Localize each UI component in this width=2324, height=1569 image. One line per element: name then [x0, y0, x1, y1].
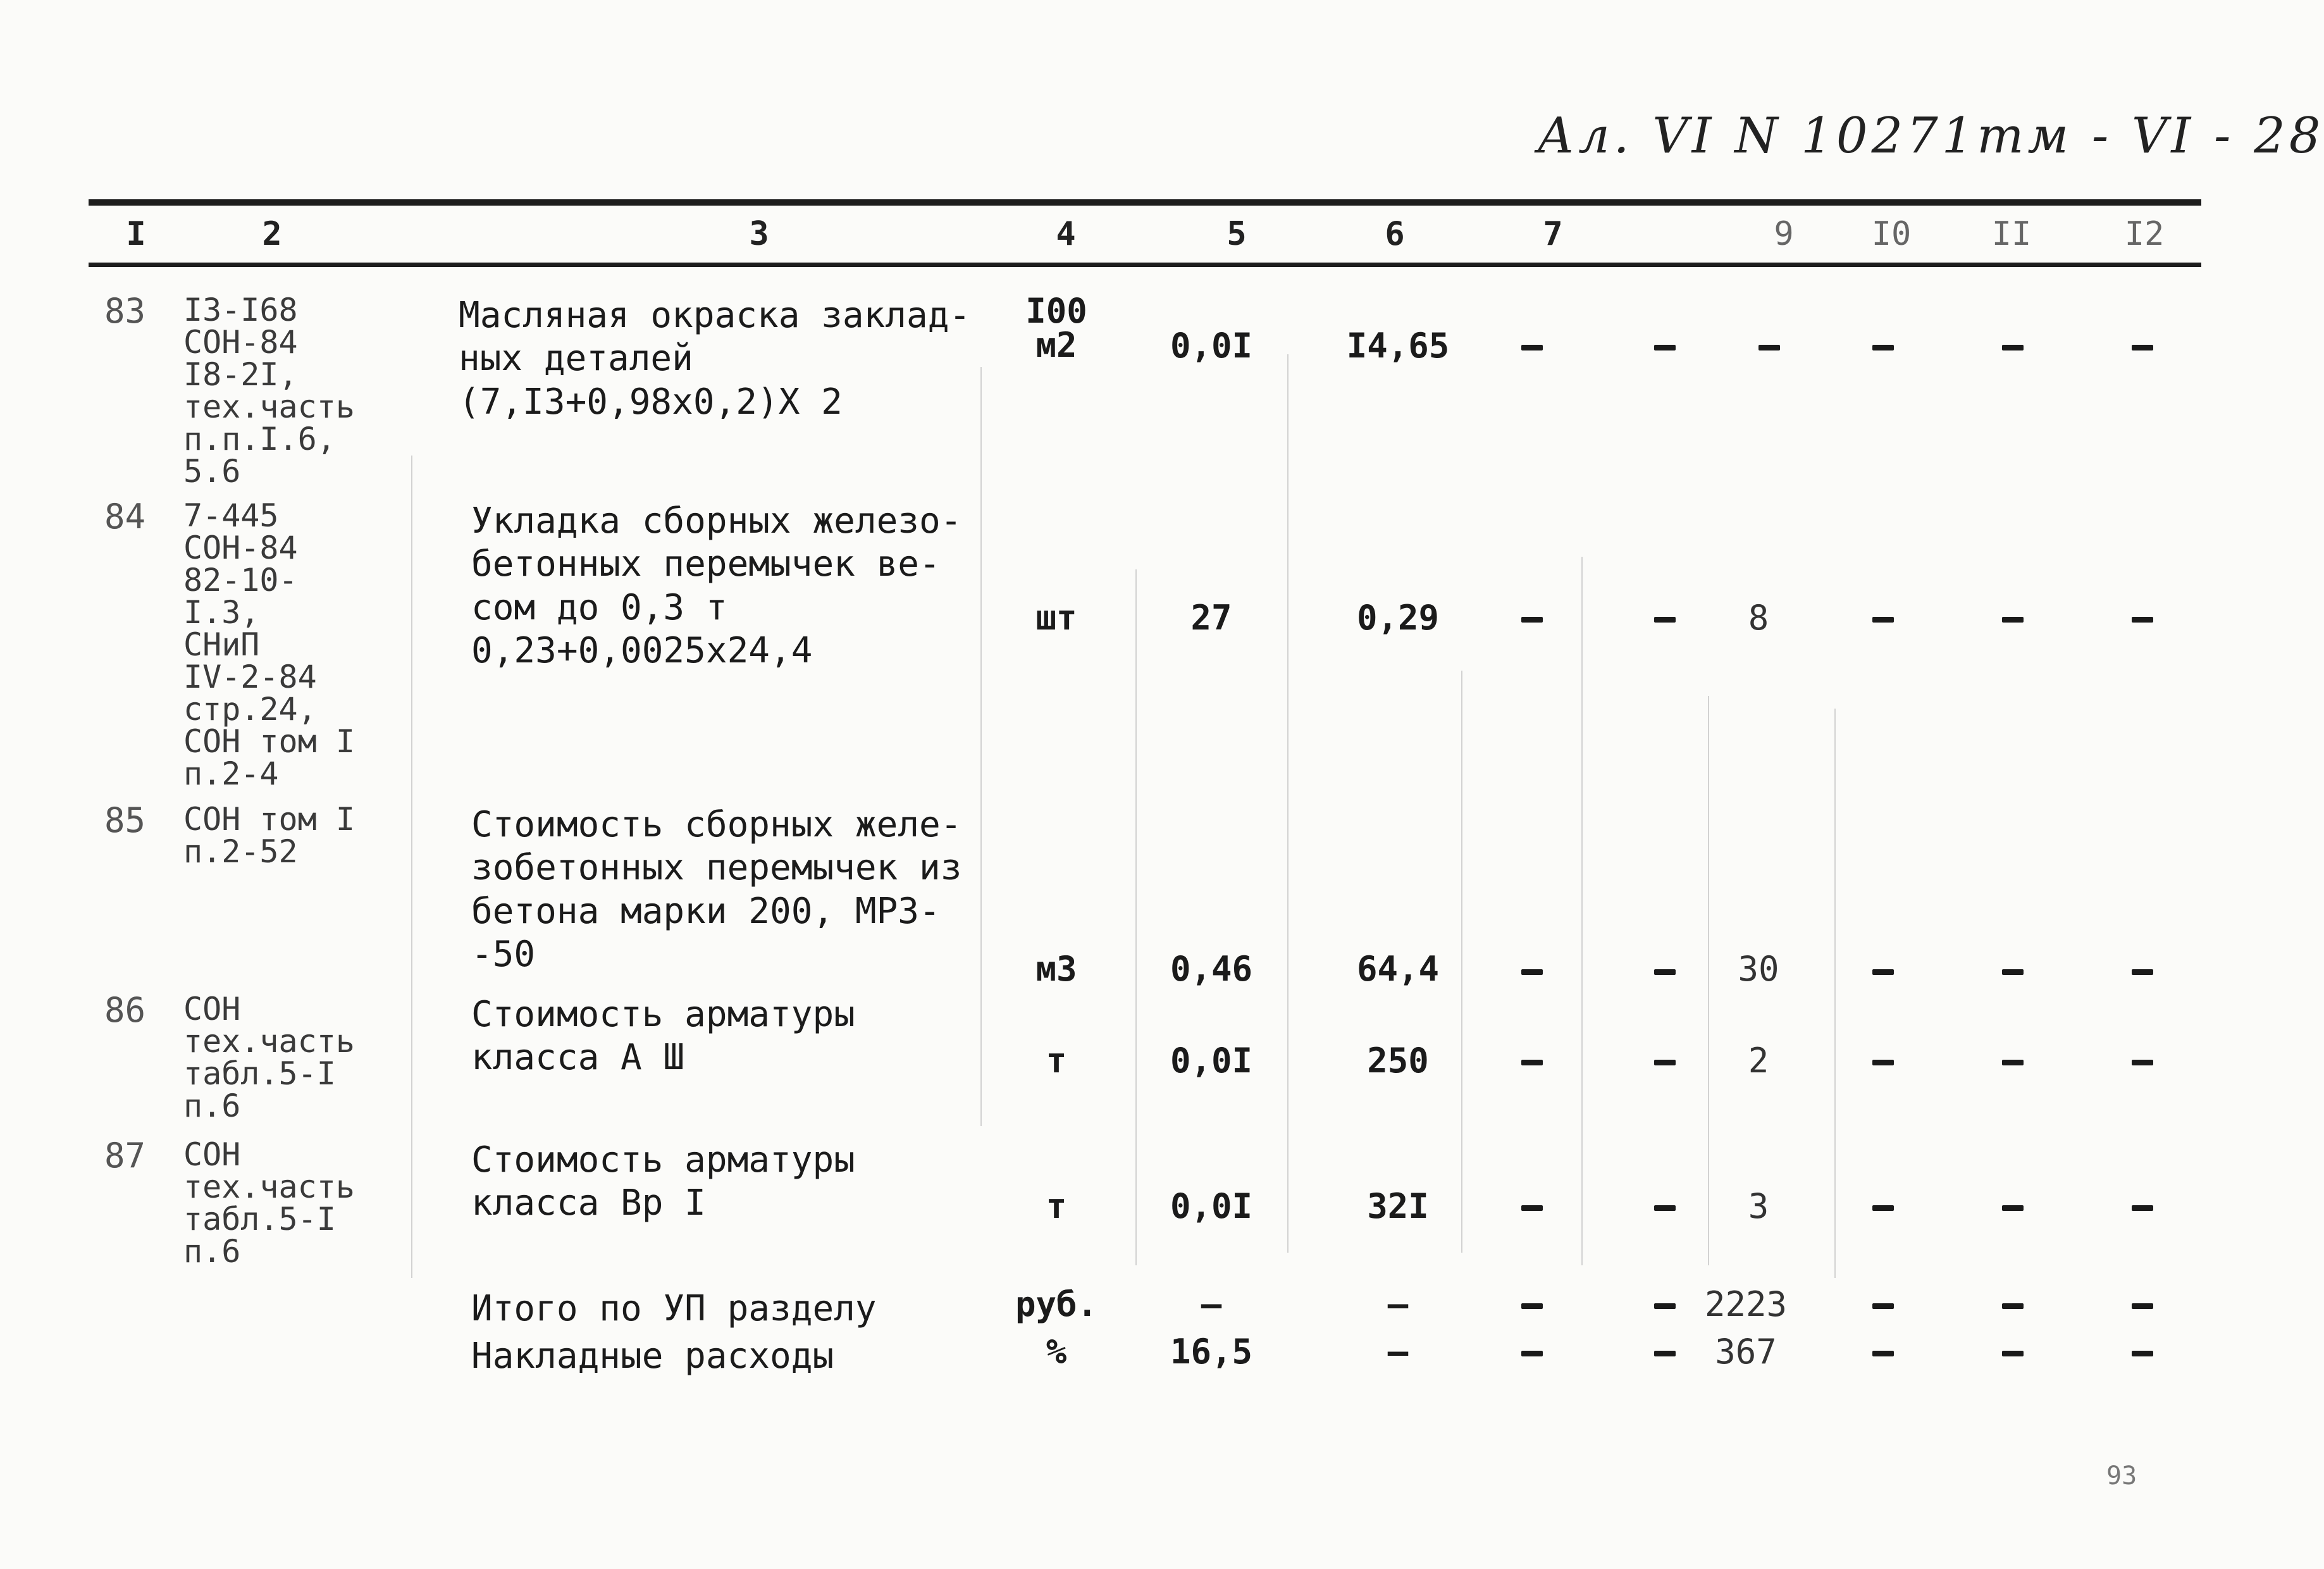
table-top-rule — [89, 199, 2201, 206]
column-header-12: I2 — [2124, 215, 2165, 253]
empty-dash — [1654, 1303, 1676, 1309]
empty-dash — [2132, 1060, 2153, 1065]
quantity-value: 0,46 — [1170, 949, 1253, 989]
empty-dash — [1872, 345, 1894, 350]
empty-dash — [1654, 1060, 1676, 1065]
empty-dash — [2132, 969, 2153, 975]
empty-dash — [1521, 969, 1543, 975]
empty-dash — [1521, 1351, 1543, 1356]
unit-of-measure: % — [1046, 1332, 1067, 1372]
norm-reference: СОН том I п.2-52 — [183, 801, 355, 870]
empty-dash — [1872, 617, 1894, 623]
unit-of-measure: руб. — [1015, 1284, 1098, 1324]
row-number: 86 — [104, 990, 146, 1030]
quantity-value: – — [1201, 1284, 1222, 1324]
page-number: 93 — [2106, 1461, 2137, 1491]
empty-dash — [1521, 345, 1543, 350]
work-description: Укладка сборных железо- бетонных перемычек ве- сом до 0,3 т 0,23+0,0025x24,4 — [471, 500, 962, 671]
empty-dash — [1654, 617, 1676, 623]
unit-of-measure: шт — [1035, 598, 1077, 638]
column-separator — [1287, 354, 1289, 1253]
empty-dash — [1521, 1205, 1543, 1211]
column-header-4: 4 — [1056, 215, 1076, 253]
total-value: 30 — [1738, 949, 1779, 989]
empty-dash — [1872, 969, 1894, 975]
work-description: Масляная окраска заклад- ных деталей (7,I3+0,98x0,2)X 2 — [459, 295, 971, 423]
row-number: 83 — [104, 291, 146, 331]
empty-dash — [1872, 1205, 1894, 1211]
empty-dash — [2002, 1351, 2024, 1356]
empty-dash — [1654, 345, 1676, 350]
empty-dash — [1872, 1303, 1894, 1309]
empty-dash — [1521, 617, 1543, 623]
empty-dash — [2002, 1205, 2024, 1211]
summary-label: Накладные расходы — [471, 1336, 834, 1377]
empty-dash — [1521, 1060, 1543, 1065]
empty-dash — [2132, 1351, 2153, 1356]
total-value: 2223 — [1704, 1284, 1788, 1324]
empty-dash — [1654, 1351, 1676, 1356]
column-header-11: II — [1991, 215, 2032, 253]
column-header-5: 5 — [1227, 215, 1247, 253]
empty-dash — [1758, 345, 1780, 350]
empty-dash — [1872, 1351, 1894, 1356]
column-header-1: I — [126, 215, 146, 253]
empty-dash — [2002, 617, 2024, 623]
column-separator — [1581, 557, 1583, 1265]
unit-price-value: I4,65 — [1346, 326, 1450, 366]
unit-price-value: 250 — [1367, 1041, 1429, 1081]
total-value: 3 — [1748, 1186, 1769, 1226]
norm-reference: СОН тех.часть табл.5-I п.6 — [183, 1136, 355, 1270]
quantity-value: 0,0I — [1170, 1041, 1253, 1081]
total-value: 367 — [1715, 1332, 1777, 1372]
empty-dash — [2132, 1205, 2153, 1211]
empty-dash — [2132, 1303, 2153, 1309]
column-header-2: 2 — [262, 215, 282, 253]
empty-dash — [2002, 345, 2024, 350]
column-separator — [1834, 709, 1836, 1278]
row-number: 84 — [104, 497, 146, 536]
column-header-9: 9 — [1774, 215, 1794, 253]
empty-dash — [1654, 1205, 1676, 1211]
column-separator — [980, 367, 982, 1126]
table-header-rule — [89, 263, 2201, 267]
row-number: 85 — [104, 800, 146, 840]
column-separator — [411, 456, 412, 1278]
column-header-10: I0 — [1871, 215, 1912, 253]
unit-of-measure: т — [1046, 1186, 1067, 1226]
empty-dash — [2132, 617, 2153, 623]
empty-dash — [2002, 969, 2024, 975]
empty-dash — [1521, 1303, 1543, 1309]
empty-dash — [2002, 1060, 2024, 1065]
empty-dash — [2132, 345, 2153, 350]
total-value: 8 — [1748, 598, 1769, 638]
unit-of-measure: I00 м2 — [1025, 291, 1087, 365]
quantity-value: 0,0I — [1170, 1186, 1253, 1226]
column-separator — [1135, 569, 1137, 1265]
work-description: Стоимость арматуры класса Вр I — [471, 1139, 855, 1224]
empty-dash — [2002, 1303, 2024, 1309]
work-description: Стоимость арматуры класса А Ш — [471, 994, 855, 1079]
work-description: Стоимость сборных желе- зобетонных перемычек из бетона марки 200, МРЗ- -50 — [471, 804, 962, 975]
quantity-value: 0,0I — [1170, 326, 1253, 366]
empty-dash — [1872, 1060, 1894, 1065]
row-number: 87 — [104, 1136, 146, 1175]
document-reference-note: Ал. VI N 10271тм - VI - 28 — [1537, 108, 2324, 164]
unit-price-value: 32I — [1367, 1186, 1429, 1226]
norm-reference: 7-445 СОН-84 82-10- I.3, СНиП IV-2-84 стр.24, СОН том I п.2-4 — [183, 497, 355, 792]
empty-dash — [1654, 969, 1676, 975]
unit-of-measure: т — [1046, 1041, 1067, 1081]
column-header-7: 7 — [1543, 215, 1563, 253]
unit-price-value: 64,4 — [1356, 949, 1440, 989]
quantity-value: 27 — [1190, 598, 1232, 638]
unit-price-value: 0,29 — [1356, 598, 1440, 638]
column-header-6: 6 — [1385, 215, 1405, 253]
unit-price-value: – — [1387, 1332, 1409, 1372]
unit-price-value: – — [1387, 1284, 1409, 1324]
norm-reference: I3-I68 СОН-84 I8-2I, тех.часть п.п.I.6, 5.6 — [183, 292, 355, 490]
quantity-value: 16,5 — [1170, 1332, 1253, 1372]
summary-label: Итого по УП разделу — [471, 1288, 877, 1329]
total-value: 2 — [1748, 1041, 1769, 1081]
unit-of-measure: м3 — [1035, 949, 1077, 989]
column-header-3: 3 — [749, 215, 769, 253]
norm-reference: СОН тех.часть табл.5-I п.6 — [183, 991, 355, 1124]
